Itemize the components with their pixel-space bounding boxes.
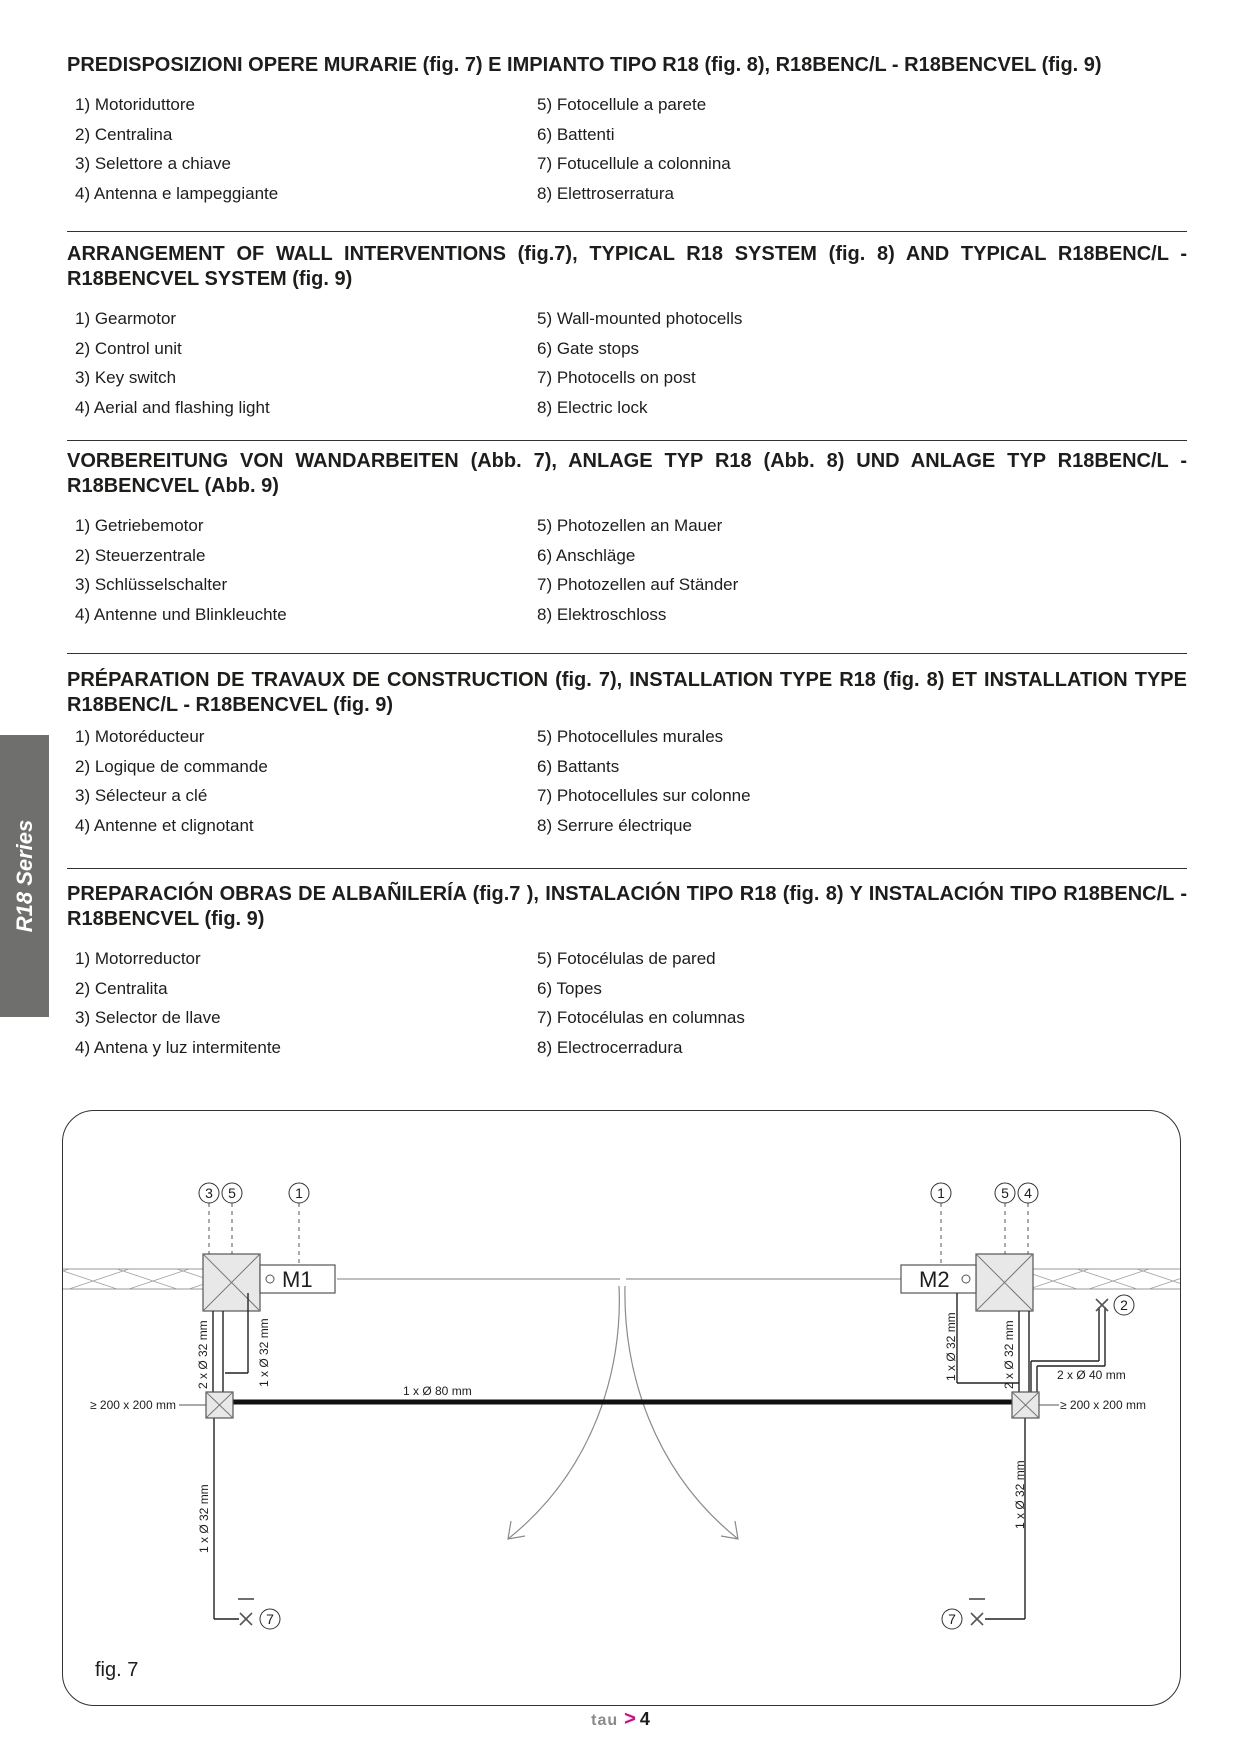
- item-list: [67, 944, 1187, 1062]
- list-item: 5) Photozellen an Mauer: [537, 516, 723, 535]
- conduit-1x32-label: 1 x Ø 32 mm: [1013, 1460, 1027, 1529]
- motor-m2-label: M2: [919, 1267, 950, 1292]
- motor-m1-label: M1: [282, 1267, 313, 1292]
- installation-diagram: [63, 1111, 1180, 1705]
- list-item: 7) Fotucellule a colonnina: [537, 154, 731, 173]
- list-item: 3) Selector de llave: [75, 1008, 221, 1027]
- list-item: 3) Schlüsselschalter: [75, 575, 228, 594]
- callout-7: [942, 1609, 962, 1629]
- list-item: 5) Photocellules murales: [537, 727, 724, 746]
- brand-logo: tau: [591, 1712, 619, 1729]
- item-list: [67, 304, 1187, 422]
- photocell-post-right-icon: [971, 1613, 983, 1625]
- section-spanish: [67, 882, 1187, 1062]
- list-item: 5) Fotocélulas de pared: [537, 949, 716, 968]
- conduit-2x32-label: 2 x Ø 32 mm: [196, 1320, 210, 1389]
- list-item: 7) Photocellules sur colonne: [537, 786, 751, 805]
- callout-2: [1114, 1295, 1134, 1315]
- divider: [67, 231, 1187, 232]
- callout-4: [1018, 1183, 1038, 1203]
- wall-right: [1033, 1269, 1180, 1289]
- list-item: 4) Antenne und Blinkleuchte: [75, 604, 287, 624]
- list-item: 7) Fotocélulas en columnas: [537, 1008, 745, 1027]
- callout-1: [289, 1183, 309, 1203]
- swing-arc-right: [625, 1286, 738, 1539]
- list-item: 6) Topes: [537, 978, 602, 998]
- series-label: R18 Series: [11, 819, 37, 933]
- section-title: PREDISPOSIZIONI OPERE MURARIE (fig. 7) E IMPIANTO TIPO R18 (fig. 8), R18BENC/L - R18BENCVEL (fig. 9): [67, 54, 1102, 76]
- list-item: 3) Sélecteur a clé: [75, 786, 208, 805]
- list-item: 6) Gate stops: [537, 338, 640, 358]
- svg-text:5: 5: [228, 1185, 236, 1201]
- section-english: [67, 242, 1187, 422]
- list-item: 2) Centralita: [75, 978, 168, 998]
- conduit-80-label: 1 x Ø 80 mm: [403, 1384, 472, 1398]
- list-item: 4) Antena y luz intermitente: [75, 1037, 282, 1057]
- svg-text:2: 2: [1120, 1297, 1128, 1313]
- conduit-1x32-label: 1 x Ø 32 mm: [944, 1312, 958, 1381]
- swing-arc-left: [508, 1286, 619, 1539]
- list-item: 4) Antenne et clignotant: [75, 815, 254, 835]
- list-item: 5) Wall-mounted photocells: [537, 309, 743, 328]
- list-item: 8) Elektroschloss: [537, 604, 667, 624]
- pit-dim-left: ≥ 200 x 200 mm: [90, 1398, 176, 1412]
- item-list: [67, 722, 1187, 840]
- list-item: 4) Aerial and flashing light: [75, 397, 270, 417]
- list-item: 7) Photocells on post: [537, 368, 696, 387]
- list-item: 2) Control unit: [75, 338, 182, 358]
- wall-left: [63, 1269, 203, 1289]
- item-list: [67, 511, 1187, 629]
- conduit-1x32-label: 1 x Ø 32 mm: [197, 1484, 211, 1553]
- list-item: 2) Steuerzentrale: [75, 545, 206, 565]
- list-item: 7) Photozellen auf Ständer: [537, 575, 739, 594]
- conduit-2x32-label: 2 x Ø 32 mm: [1002, 1320, 1016, 1389]
- photocell-post-left-icon: [240, 1613, 252, 1625]
- section-french: [67, 668, 1187, 840]
- svg-text:7: 7: [948, 1611, 956, 1627]
- list-item: 8) Serrure électrique: [537, 815, 692, 835]
- list-item: 2) Centralina: [75, 124, 173, 144]
- list-item: 4) Antenna e lampeggiante: [75, 183, 279, 203]
- conduit-1x32-label: 1 x Ø 32 mm: [257, 1318, 271, 1387]
- list-item: 1) Motoréducteur: [75, 727, 205, 746]
- list-item: 1) Motorreductor: [75, 949, 201, 968]
- list-item: 6) Battants: [537, 756, 620, 776]
- list-item: 6) Battenti: [537, 124, 615, 144]
- svg-text:7: 7: [266, 1611, 274, 1627]
- callout-5: [995, 1183, 1015, 1203]
- list-item: 6) Anschläge: [537, 545, 636, 565]
- pit-dim-right: ≥ 200 x 200 mm: [1060, 1398, 1146, 1412]
- section-italian: [67, 53, 1187, 208]
- page-number: 4: [639, 1709, 650, 1729]
- list-item: 5) Fotocellule a parete: [537, 95, 707, 114]
- list-item: 3) Selettore a chiave: [75, 154, 231, 173]
- divider: [67, 868, 1187, 869]
- list-item: 8) Electrocerradura: [537, 1037, 683, 1057]
- list-item: 8) Elettroserratura: [537, 183, 674, 203]
- svg-text:1: 1: [295, 1185, 303, 1201]
- page-footer: [0, 1708, 1241, 1731]
- svg-text:5: 5: [1001, 1185, 1009, 1201]
- list-item: 1) Motoriduttore: [75, 95, 195, 114]
- svg-text:3: 3: [205, 1185, 213, 1201]
- svg-text:4: 4: [1024, 1185, 1032, 1201]
- callout-1: [931, 1183, 951, 1203]
- figure-caption: fig. 7: [95, 1659, 139, 1681]
- section-title: VORBEREITUNG VON WANDARBEITEN (Abb. 7), ANLAGE TYP R18 (Abb. 8) UND ANLAGE TYP R18BENC/L - R18BENCVEL (Abb. 9): [67, 450, 1187, 497]
- figure-7: [62, 1110, 1181, 1706]
- divider: [67, 440, 1187, 441]
- control-unit-icon: [1096, 1299, 1108, 1311]
- section-german: [67, 449, 1187, 629]
- callout-5: [222, 1183, 242, 1203]
- series-side-tab: [0, 735, 49, 1017]
- section-title: PREPARACIÓN OBRAS DE ALBAÑILERÍA (fig.7 ), INSTALACIÓN TIPO R18 (fig. 8) Y INSTALACIÓN TIPO R18BENC/L - R18BENCVEL (fig. 9): [67, 883, 1187, 930]
- svg-text:1: 1: [937, 1185, 945, 1201]
- list-item: 8) Electric lock: [537, 397, 648, 417]
- list-item: 2) Logique de commande: [75, 756, 268, 776]
- callout-7: [260, 1609, 280, 1629]
- section-title: ARRANGEMENT OF WALL INTERVENTIONS (fig.7), TYPICAL R18 SYSTEM (fig. 8) AND TYPICAL R18BENC/L - R18BENCVEL SYSTEM (fig. 9): [67, 243, 1187, 290]
- divider: [67, 653, 1187, 654]
- item-list: [67, 90, 1187, 208]
- chevron-right-icon: >: [624, 1708, 636, 1730]
- list-item: 1) Gearmotor: [75, 309, 177, 328]
- list-item: 1) Getriebemotor: [75, 516, 204, 535]
- callout-3: [199, 1183, 219, 1203]
- list-item: 3) Key switch: [75, 368, 177, 387]
- section-title: PRÉPARATION DE TRAVAUX DE CONSTRUCTION (fig. 7), INSTALLATION TYPE R18 (fig. 8) ET INSTALLATION TYPE R18BENC/L - R18BENCVEL (fig. 9): [67, 669, 1187, 716]
- conduit-2x40-label: 2 x Ø 40 mm: [1057, 1368, 1126, 1382]
